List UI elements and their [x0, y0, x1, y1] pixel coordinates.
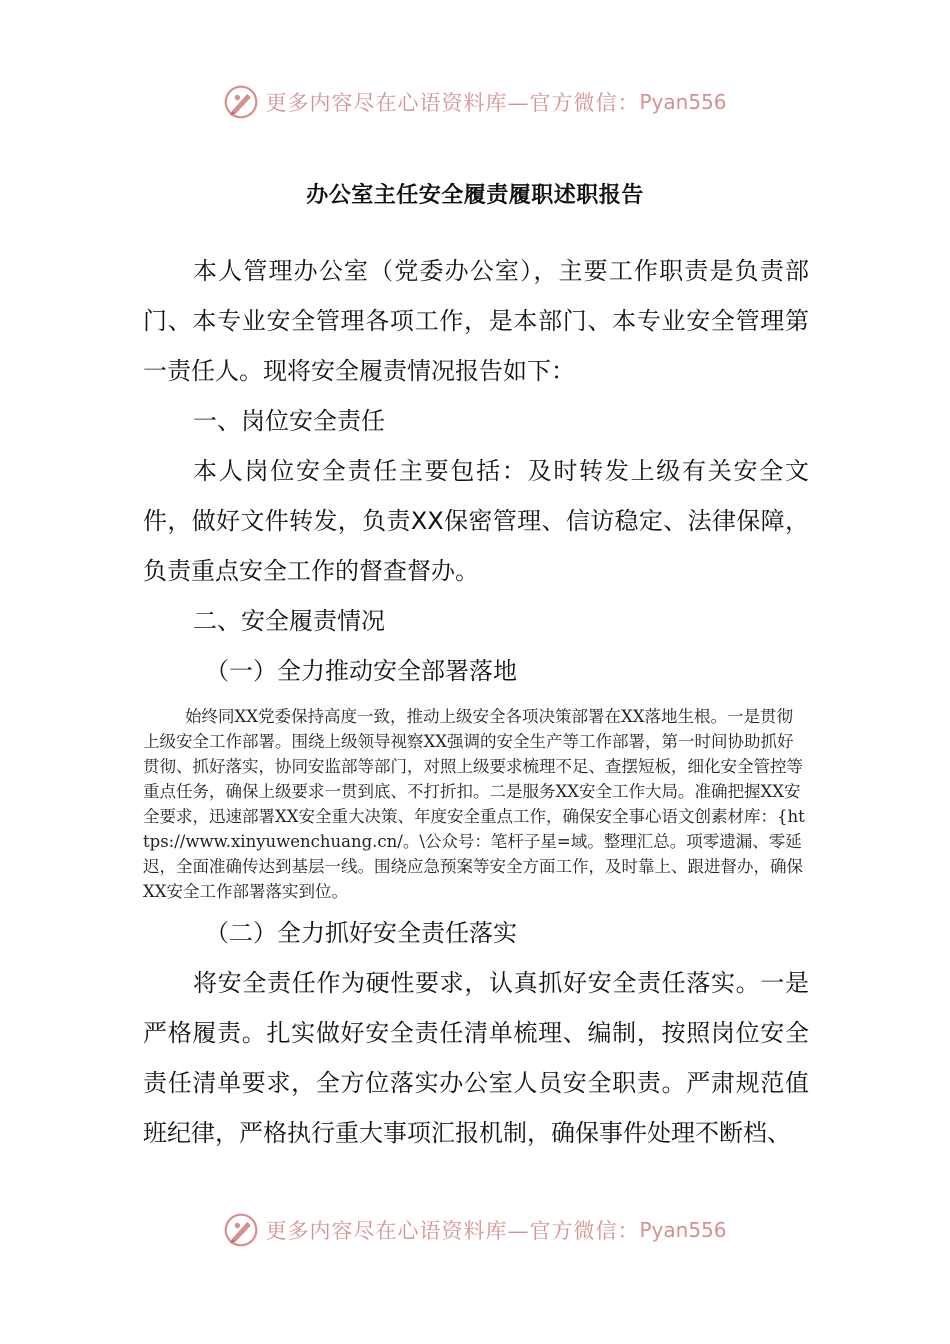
document-body — [143, 246, 809, 1158]
pen-nib-logo-icon — [223, 1212, 259, 1248]
subsection1-paragraph: 始终同XX党委保持高度一致，推动上级安全各项决策部署在XX落地生根。一是贯彻上级安全工作部署。围绕上级领导视察XX强调的安全生产等工作部署，第一时间协助抓好贯彻、抓好落实，协同安监部等部门，对照上级要求梳理不足、查摆短板，细化安全管控等重点任务，确保上级要求一贯到底、不打折扣。二是服务XX安全工作大局。准确把握XX安全要求，迅速部署XX安全重大决策、年度安全重点工作，确保安全事心语文创素材库：{https://www.xinyuwenchuang.cn/。\公众号：笔杆子星=域。整理汇总。项零遗漏、零延迟，全面准确传达到基层一线。围绕应急预案等安全方面工作，及时靠上、跟进督办，确保XX安全工作部署落实到位。 — [143, 707, 805, 901]
pen-nib-logo-icon — [223, 84, 259, 120]
watermark-banner-top — [0, 82, 950, 122]
watermark-text: 更多内容尽在心语资料库—官方微信： — [265, 91, 640, 115]
section2-heading: 二、安全履责情况 — [193, 607, 385, 635]
subsection2-paragraph: 将安全责任作为硬性要求，认真抓好安全责任落实。一是严格履责。扎实做好安全责任清单梳理、编制，按照岗位安全责任清单要求，全方位落实办公室人员安全职责。严肃规范值班纪律，严格执行重大事项汇报机制，确保事件处理不断档、 — [143, 969, 809, 1147]
watermark-wechat-id: Pyan556 — [639, 1218, 727, 1242]
section1-heading: 一、岗位安全责任 — [193, 407, 385, 435]
subsection1-heading: （一）全力推动安全部署落地 — [205, 657, 517, 685]
section1-paragraph: 本人岗位安全责任主要包括：及时转发上级有关安全文件，做好文件转发，负责XX保密管理、信访稳定、法律保障，负责重点安全工作的督查督办。 — [143, 457, 809, 585]
intro-paragraph: 本人管理办公室（党委办公室），主要工作职责是负责部门、本专业安全管理各项工作，是本部门、本专业安全管理第一责任人。现将安全履责情况报告如下： — [143, 257, 809, 385]
document-title: 办公室主任安全履责履职述职报告 — [306, 183, 644, 208]
subsection2-heading: （二）全力抓好安全责任落实 — [205, 919, 517, 947]
watermark-banner-bottom — [0, 1210, 950, 1250]
watermark-wechat-id: Pyan556 — [639, 90, 727, 114]
watermark-text: 更多内容尽在心语资料库—官方微信： — [265, 1219, 640, 1243]
